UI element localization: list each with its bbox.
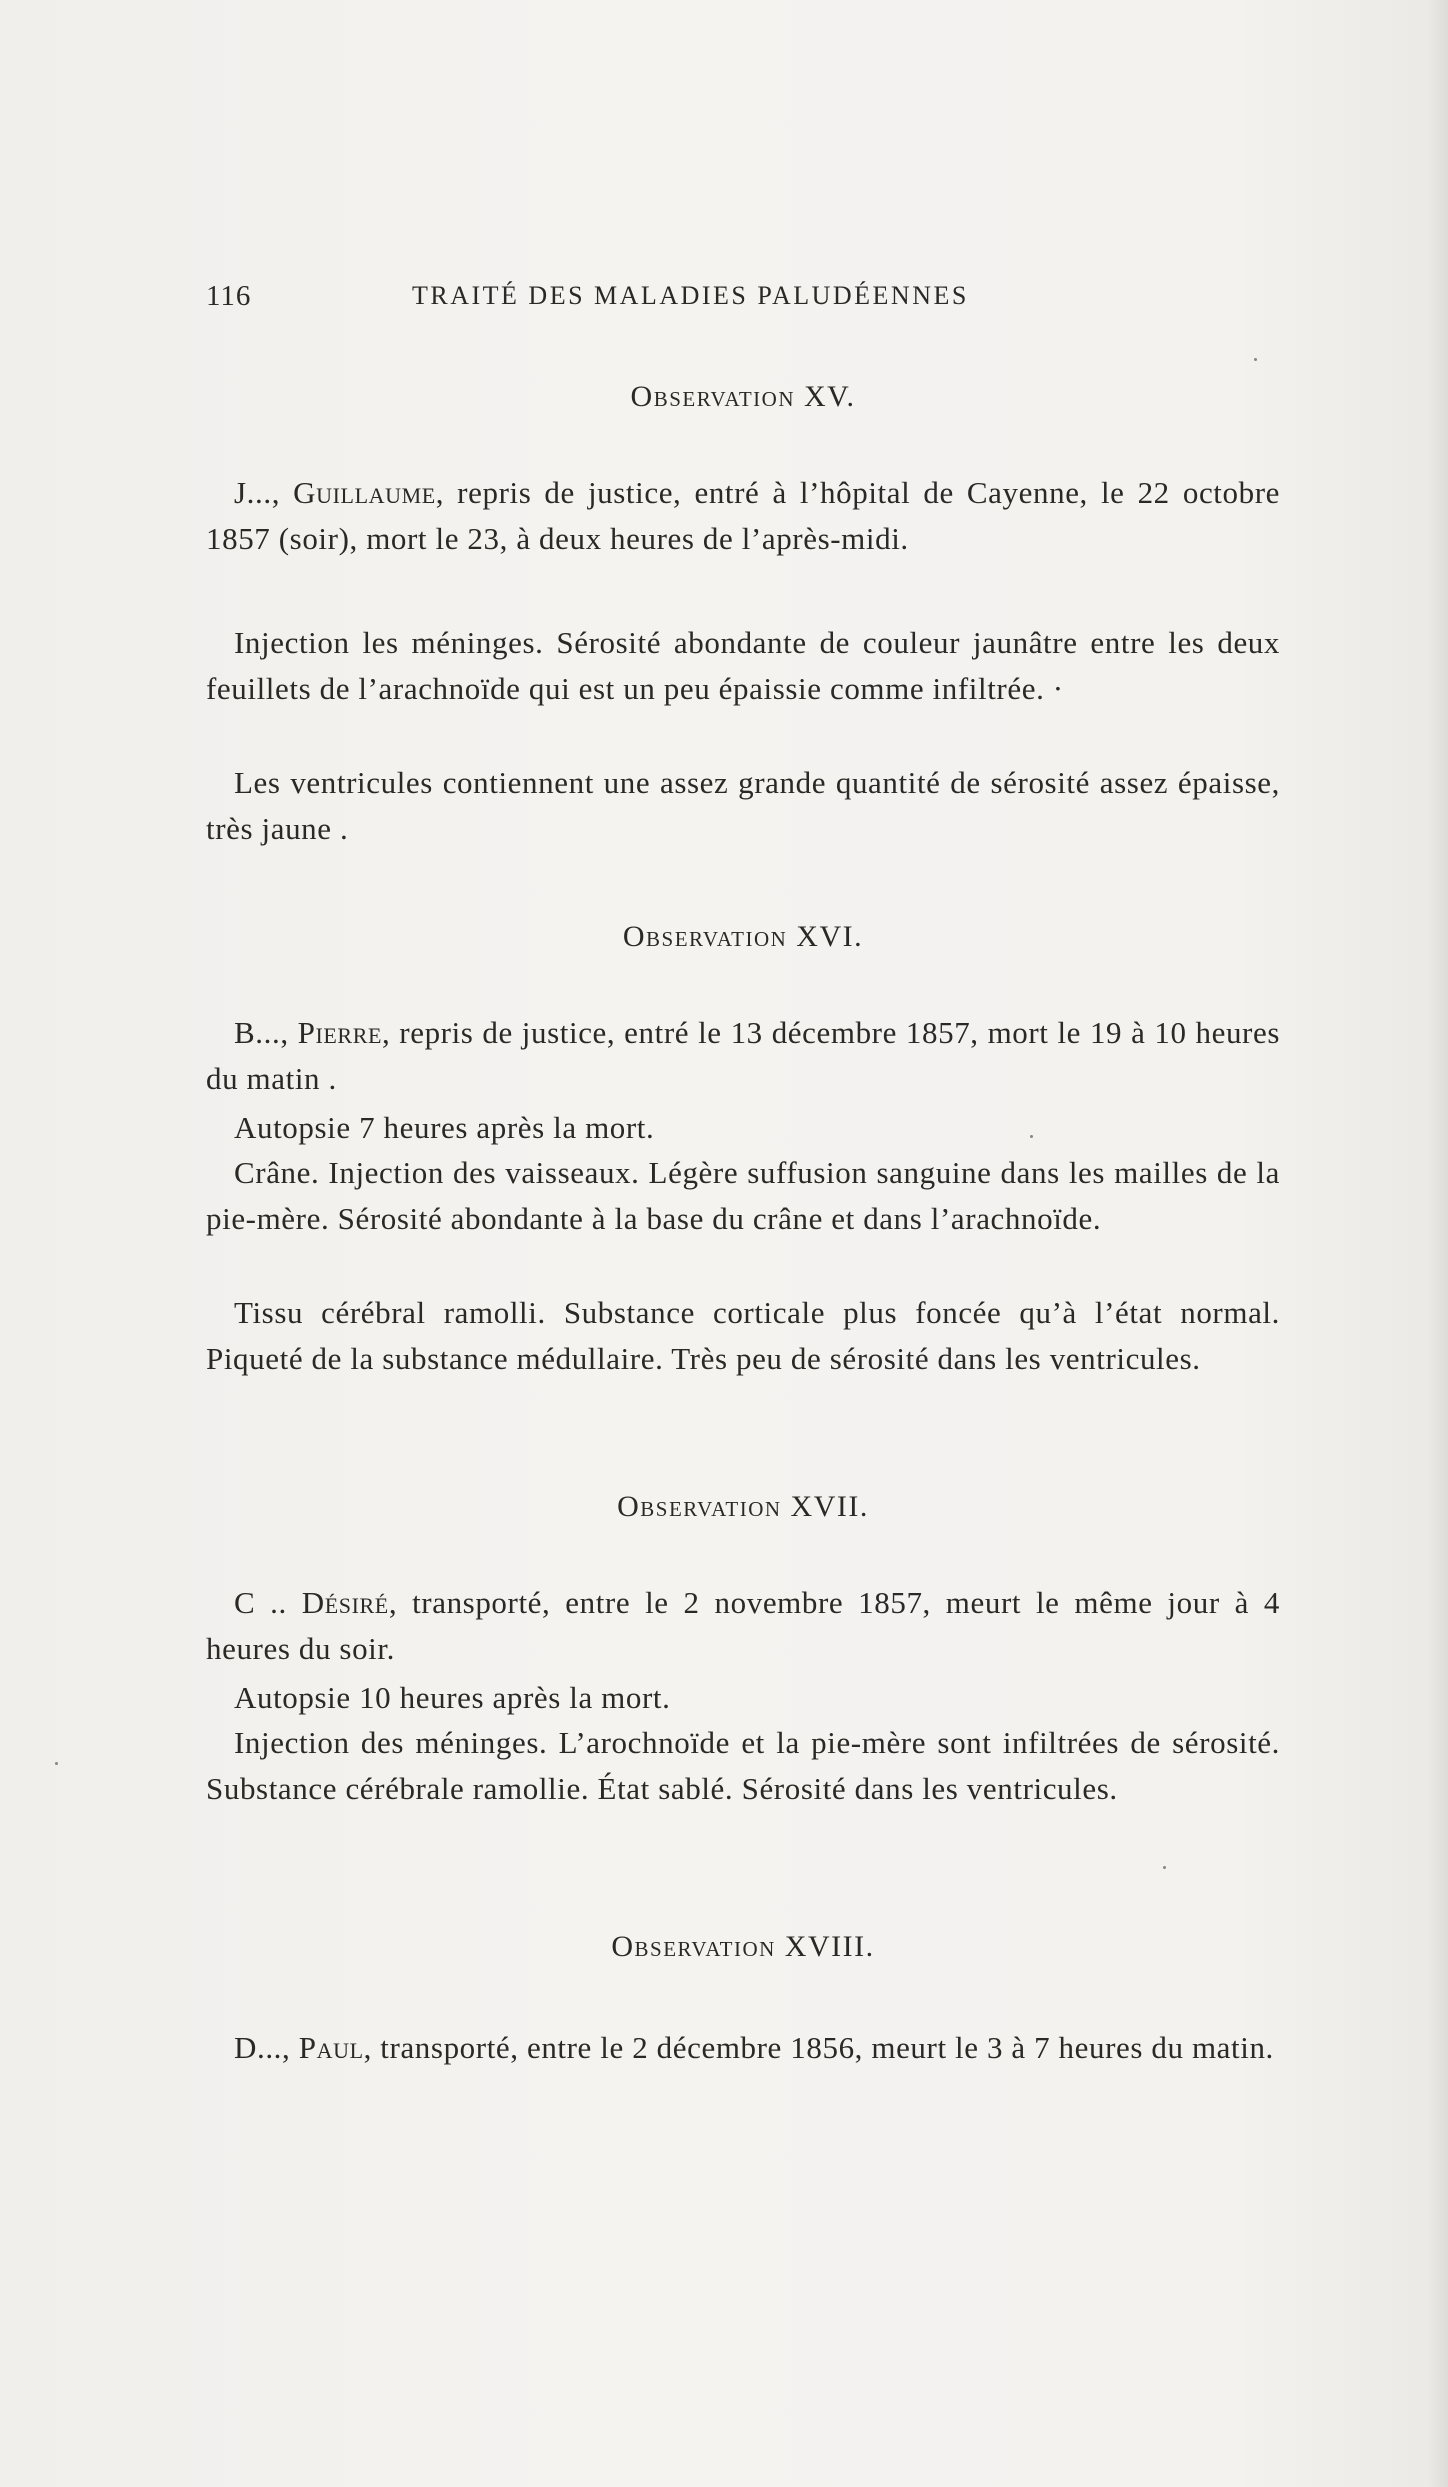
observation-paragraph: Injection les méninges. Sérosité abondante de couleur jaunâtre entre les deux feuillets de l’arachnoïde qui est un peu épaissie comme infiltrée. ·	[206, 625, 1280, 706]
paragraph-text: , repris de justice, entré à l’hôpital de Cayenne, le 22 octobre 1857 (soir), mort le 23, à deux heures de l’après-midi.	[206, 475, 1280, 556]
observation-paragraph: Autopsie 10 heures après la mort.	[234, 1680, 671, 1715]
observation-paragraph	[206, 2025, 1280, 2071]
patient-initial: B...,	[234, 1015, 298, 1050]
patient-initial: D...,	[234, 2030, 299, 2065]
observation-title: Observation XV.	[630, 380, 856, 413]
page-header	[206, 280, 1280, 320]
observation-title: Observation XVII.	[617, 1490, 869, 1523]
page-gutter-shadow	[1428, 0, 1448, 2487]
page-number: 116	[206, 280, 252, 312]
patient-initial: C ..	[234, 1585, 302, 1620]
observation-paragraph	[206, 470, 1280, 562]
observation-paragraph: Autopsie 7 heures après la mort.	[234, 1110, 655, 1145]
paper-speck	[1030, 1135, 1033, 1138]
paragraph-text: , transporté, entre le 2 décembre 1856, meurt le 3 à 7 heures du matin.	[363, 2030, 1274, 2065]
paragraph-text: , repris de justice, entré le 13 décembre 1857, mort le 19 à 10 heures du matin .	[206, 1015, 1280, 1096]
observation-paragraph	[206, 1010, 1280, 1102]
observation-paragraph	[206, 1580, 1280, 1672]
patient-name: Désiré	[301, 1585, 389, 1620]
patient-name: Guillaume	[293, 475, 436, 510]
patient-name: Pierre	[297, 1015, 383, 1050]
observation-title: Observation XVIII.	[611, 1930, 875, 1963]
paragraph-text: , transporté, entre le 2 novembre 1857, meurt le même jour à 4 heures du soir.	[206, 1585, 1280, 1666]
running-title: TRAITÉ DES MALADIES PALUDÉENNES	[412, 281, 969, 310]
paper-speck	[1254, 358, 1257, 361]
observation-paragraph: Les ventricules contiennent une assez grande quantité de sérosité assez épaisse, très jaune .	[206, 765, 1280, 846]
observation-paragraph: Crâne. Injection des vaisseaux. Légère suffusion sanguine dans les mailles de la pie-mère. Sérosité abondante à la base du crâne et dans l’arachnoïde.	[206, 1155, 1280, 1236]
observation-paragraph: Tissu cérébral ramolli. Substance corticale plus foncée qu’à l’état normal. Piqueté de la substance médullaire. Très peu de sérosité dans les ventricules.	[206, 1295, 1280, 1376]
observation-title: Observation XVI.	[622, 920, 864, 953]
patient-name: Paul	[298, 2030, 364, 2065]
observation-paragraph: Injection des méninges. L’arochnoïde et la pie-mère sont infiltrées de sérosité. Substance cérébrale ramollie. État sablé. Sérosité dans les ventricules.	[206, 1725, 1280, 1806]
paper-speck	[1163, 1866, 1166, 1869]
paper-speck	[55, 1762, 58, 1765]
patient-initial: J...,	[234, 475, 294, 510]
